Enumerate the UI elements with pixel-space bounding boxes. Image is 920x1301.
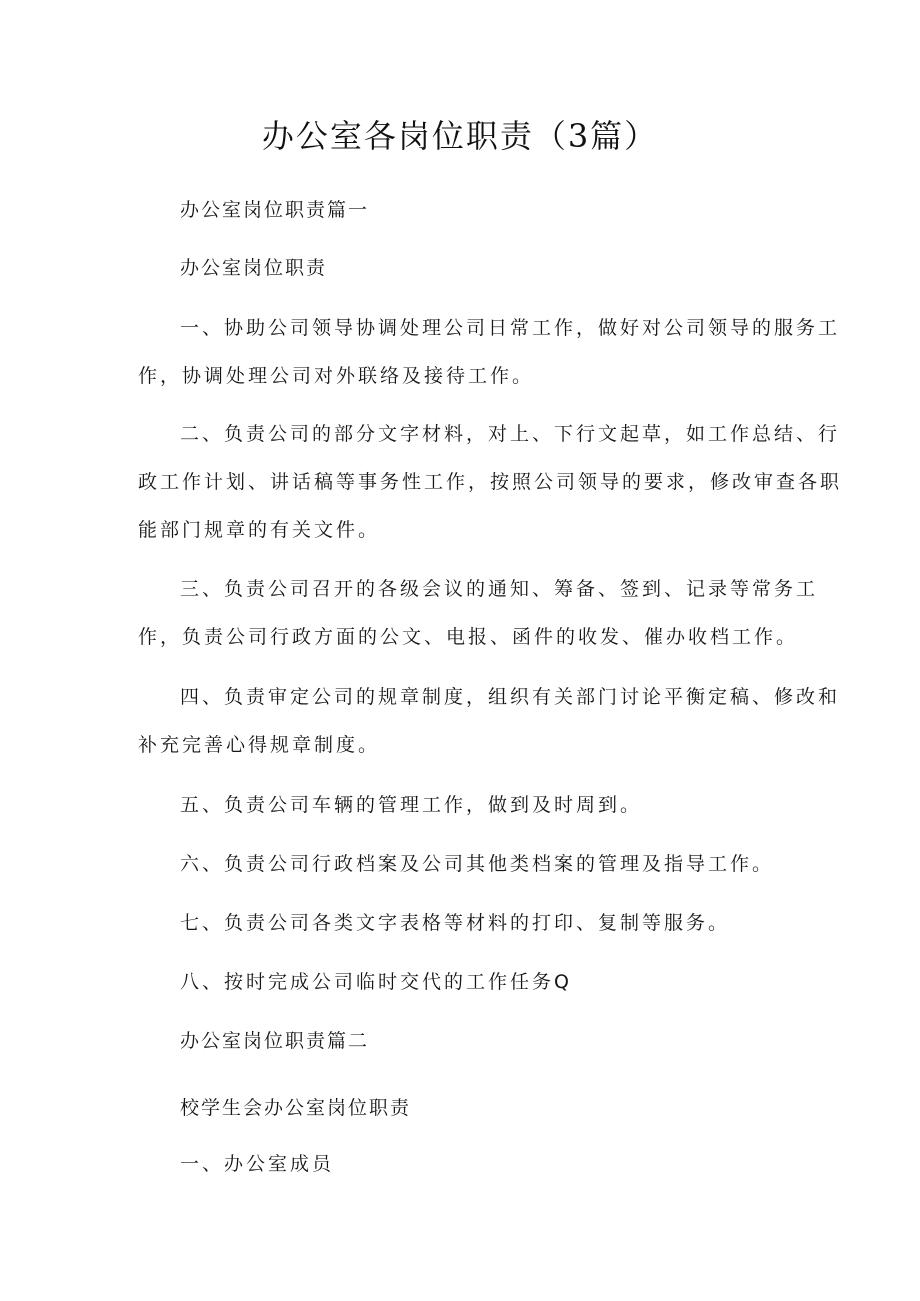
member-section-line-1: 一、办公室成员 xyxy=(180,1153,335,1175)
section-2-subheader: 校学生会办公室岗位职责 xyxy=(180,1097,412,1119)
document-title: 办公室各岗位职责（3篇） xyxy=(261,117,659,155)
duty-5-line-1: 五、负责公司车辆的管理工作，做到及时周到。 xyxy=(180,794,643,816)
duty-6-line-1: 六、负责公司行政档案及公司其他类档案的管理及指导工作。 xyxy=(180,853,775,875)
duty-4-line-1: 四、负责审定公司的规章制度，组织有关部门讨论平衡定稿、修改和 xyxy=(180,686,841,708)
duty-2-line-3: 能部门规章的有关文件。 xyxy=(138,519,381,541)
duty-3-line-2: 作，负责公司行政方面的公文、电报、函件的收发、催办收档工作。 xyxy=(138,626,799,648)
duty-4-line-2: 补充完善心得规章制度。 xyxy=(138,734,381,756)
duty-1-line-2: 作，协调处理公司对外联络及接待工作。 xyxy=(138,365,535,387)
duty-3-line-1: 三、负责公司召开的各级会议的通知、筹备、签到、记录等常务工 xyxy=(180,578,819,600)
section-2-header: 办公室岗位职责篇二 xyxy=(180,1030,370,1052)
duty-7-line-1: 七、负责公司各类文字表格等材料的打印、复制等服务。 xyxy=(180,912,731,934)
duty-8-line-1: 八、按时完成公司临时交代的工作任务Q xyxy=(180,971,572,993)
duty-1-line-1: 一、协助公司领导协调处理公司日常工作，做好对公司领导的服务工 xyxy=(180,317,841,339)
duty-2-line-1: 二、负责公司的部分文字材料，对上、下行文起草，如工作总结、行 xyxy=(180,423,841,445)
section-1-header: 办公室岗位职责篇一 xyxy=(180,199,370,221)
duty-2-line-2: 政工作计划、讲话稿等事务性工作，按照公司领导的要求，修改审查各职 xyxy=(138,471,843,493)
section-1-subheader: 办公室岗位职责 xyxy=(180,257,328,279)
